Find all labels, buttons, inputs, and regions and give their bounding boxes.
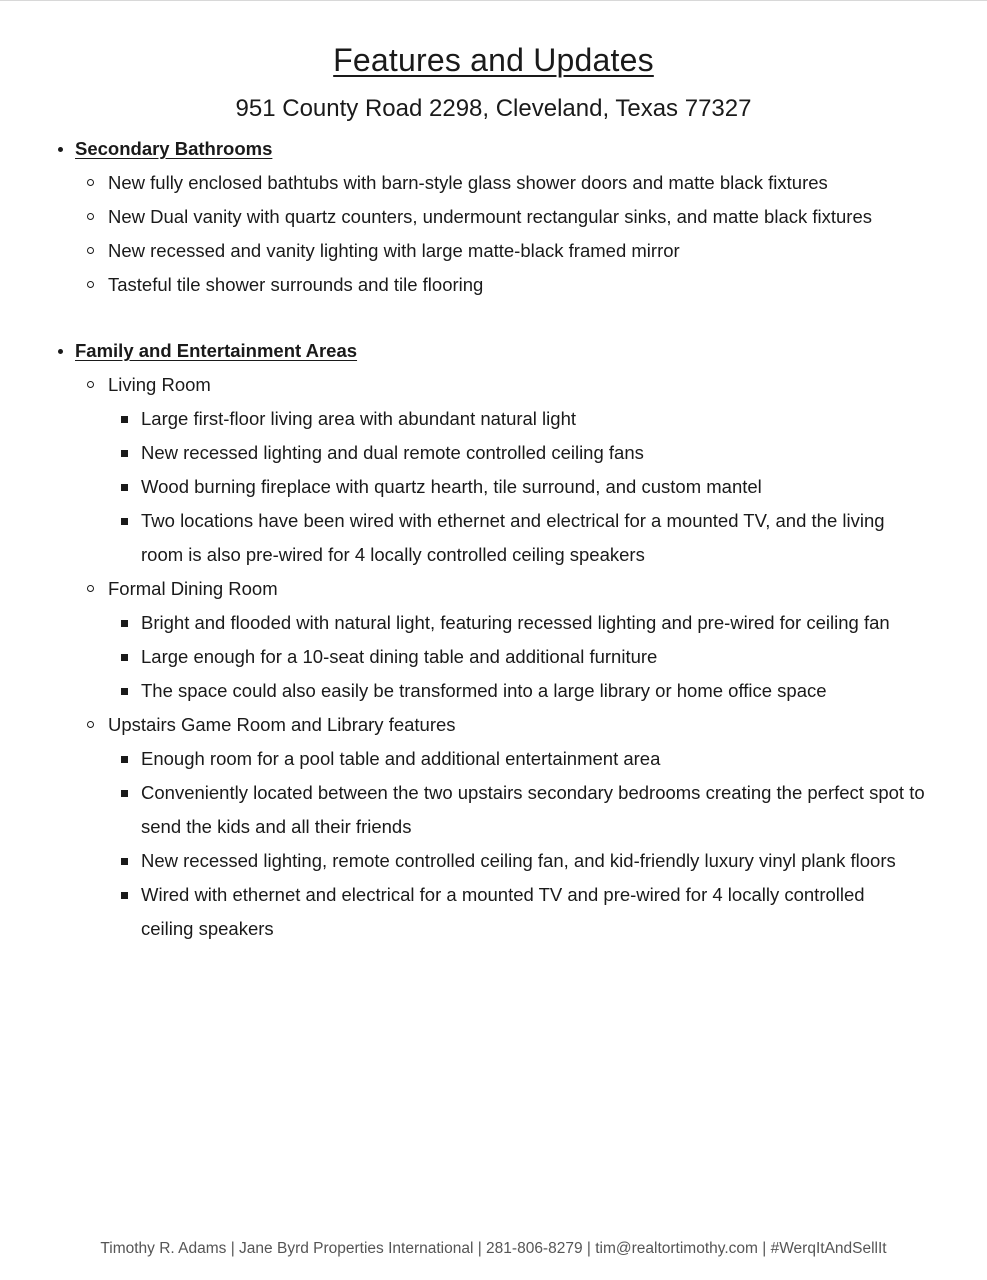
list-item: Wood burning fireplace with quartz hearth, tile surround, and custom mantel <box>0 470 987 504</box>
bullet-circle-icon <box>87 721 94 728</box>
top-border <box>0 0 987 1</box>
bullet-circle-icon <box>87 179 94 186</box>
bullet-square-icon <box>121 858 128 865</box>
section-heading: Family and Entertainment Areas <box>0 334 987 368</box>
list-item: New Dual vanity with quartz counters, undermount rectangular sinks, and matte black fixtures <box>0 200 987 234</box>
features-list <box>0 132 987 946</box>
section-spacer <box>0 302 987 334</box>
bullet-circle-icon <box>87 585 94 592</box>
group-label: Living Room <box>0 368 987 402</box>
bullet-square-icon <box>121 518 128 525</box>
list-item-continuation: send the kids and all their friends <box>141 816 412 837</box>
bullet-dot-icon <box>58 349 63 354</box>
list-item: Large first-floor living area with abundant natural light <box>0 402 987 436</box>
bullet-square-icon <box>121 450 128 457</box>
list-item: Bright and flooded with natural light, featuring recessed lighting and pre-wired for ceiling fan <box>0 606 987 640</box>
bullet-circle-icon <box>87 381 94 388</box>
bullet-square-icon <box>121 688 128 695</box>
bullet-square-icon <box>121 620 128 627</box>
list-item: Enough room for a pool table and additional entertainment area <box>0 742 987 776</box>
list-item: Large enough for a 10-seat dining table and additional furniture <box>0 640 987 674</box>
bullet-circle-icon <box>87 213 94 220</box>
list-item: Two locations have been wired with ethernet and electrical for a mounted TV, and the living <box>0 504 987 538</box>
bullet-circle-icon <box>87 281 94 288</box>
list-item: Wired with ethernet and electrical for a mounted TV and pre-wired for 4 locally controlled <box>0 878 987 912</box>
list-item: New recessed and vanity lighting with large matte-black framed mirror <box>0 234 987 268</box>
list-item: Tasteful tile shower surrounds and tile flooring <box>0 268 987 302</box>
bullet-dot-icon <box>58 147 63 152</box>
list-item: Conveniently located between the two upstairs secondary bedrooms creating the perfect spot to <box>0 776 987 810</box>
list-item: New recessed lighting and dual remote controlled ceiling fans <box>0 436 987 470</box>
group-label: Formal Dining Room <box>0 572 987 606</box>
list-item: The space could also easily be transformed into a large library or home office space <box>0 674 987 708</box>
bullet-square-icon <box>121 892 128 899</box>
section-heading: Secondary Bathrooms <box>0 132 987 166</box>
bullet-square-icon <box>121 484 128 491</box>
property-address: 951 County Road 2298, Cleveland, Texas 77327 <box>235 95 752 122</box>
bullet-circle-icon <box>87 247 94 254</box>
group-label: Upstairs Game Room and Library features <box>0 708 987 742</box>
page-title: Features and Updates <box>333 42 654 78</box>
list-item: New recessed lighting, remote controlled ceiling fan, and kid-friendly luxury vinyl plank floors <box>0 844 987 878</box>
bullet-square-icon <box>121 790 128 797</box>
list-item-continuation: ceiling speakers <box>141 918 274 939</box>
bullet-square-icon <box>121 416 128 423</box>
bullet-square-icon <box>121 756 128 763</box>
page-footer: Timothy R. Adams | Jane Byrd Properties International | 281-806-8279 | tim@realtortimothy.com | #WerqItAndSellIt <box>100 1240 887 1257</box>
bullet-square-icon <box>121 654 128 661</box>
list-item-continuation: room is also pre-wired for 4 locally controlled ceiling speakers <box>141 544 645 565</box>
list-item: New fully enclosed bathtubs with barn-style glass shower doors and matte black fixtures <box>0 166 987 200</box>
